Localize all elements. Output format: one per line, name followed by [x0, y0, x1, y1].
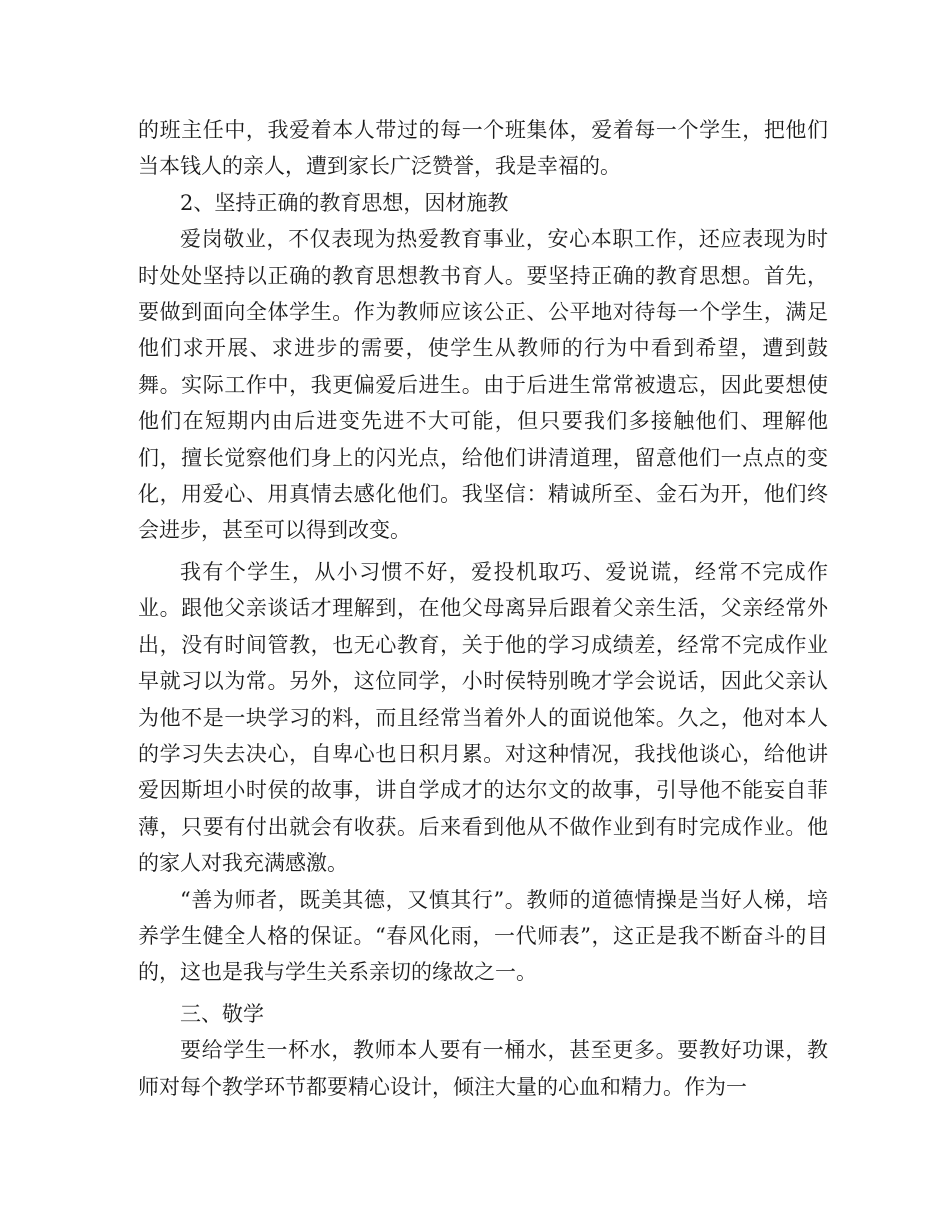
- paragraph-study: 要给学生一杯水，教师本人要有一桶水，甚至更多。要教好功课，教师对每个教学环节都要精心设计，倾注大量的心血和精力。作为一: [138, 1038, 828, 1099]
- paragraph-student-story: 我有个学生，从小习惯不好，爱投机取巧、爱说谎，经常不完成作业。跟他父亲谈话才理解到，在他父母离异后跟着父亲生活，父亲经常外出，没有时间管教，也无心教育，关于他的学习成绩差，经常不完成作业早就习以为常。另外，这位同学，小时侯特别晚才学会说话，因此父亲认为他不是一块学习的料，而且经常当着外人的面说他笨。久之，他对本人的学习失去决心，自卑心也日积月累。对这种情况，我找他谈心，给他讲爱因斯坦小时侯的故事，讲自学成才的达尔文的故事，引导他不能妄自菲薄，只要有付出就会有收获。后来看到他从不做作业到有时完成作业。他的家人对我充满感激。: [138, 559, 828, 876]
- document-body: [138, 112, 828, 1105]
- section-heading-teaching-thought: 2、坚持正确的教育思想，因材施教: [180, 190, 509, 215]
- paragraph-continued: 的班主任中，我爱着本人带过的每一个班集体，爱着每一个学生，把他们当本钱人的亲人，遭到家长广泛赞誉，我是幸福的。: [138, 118, 828, 179]
- paragraph-dedication: 爱岗敬业，不仅表现为热爱教育事业，安心本职工作，还应表现为时时处处坚持以正确的教育思想教书育人。要坚持正确的教育思想。首先，要做到面向全体学生。作为教师应该公正、公平地对待每一个学生，满足他们求开展、求进步的需要，使学生从教师的行为中看到希望，遭到鼓舞。实际工作中，我更偏爱后进生。由于后进生常常被遗忘，因此要想使他们在短期内由后进变先进不大可能，但只要我们多接触他们、理解他们，擅长觉察他们身上的闪光点，给他们讲清道理，留意他们一点点的变化，用爱心、用真情去感化他们。我坚信：精诚所至、金石为开，他们终会进步，甚至可以得到改变。: [138, 227, 828, 543]
- section-heading-study: 三、敬学: [180, 1001, 264, 1026]
- paragraph-teacher-ethics: “善为师者，既美其德，又慎其行”。教师的道德情操是当好人梯，培养学生健全人格的保证。“春风化雨，一代师表”，这正是我不断奋斗的目的，这也是我与学生关系亲切的缘故之一。: [138, 887, 828, 985]
